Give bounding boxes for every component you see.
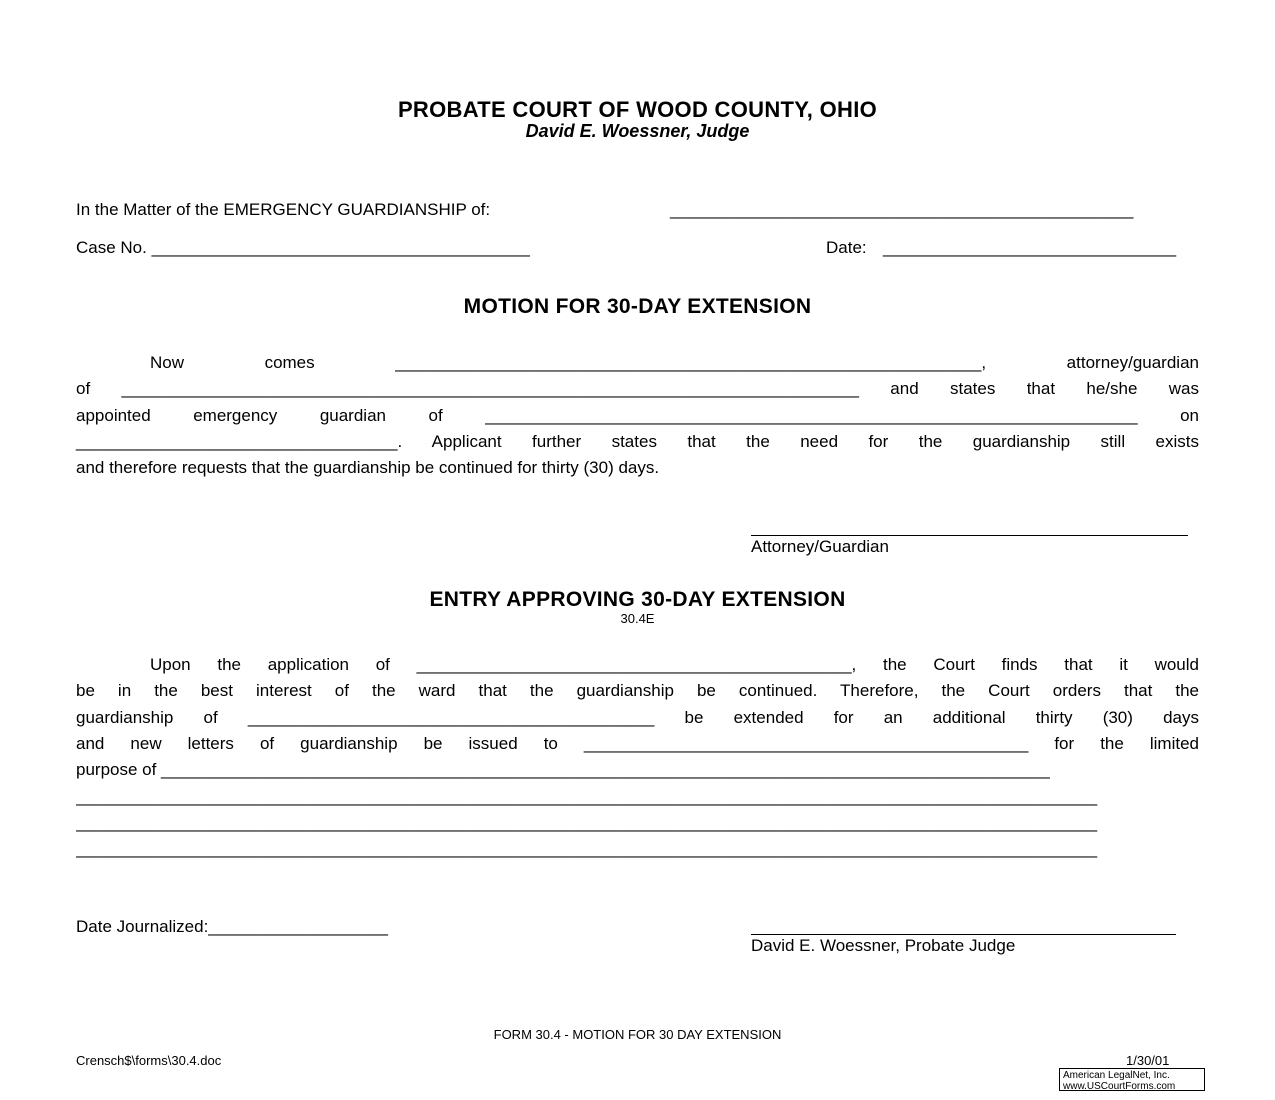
publisher-url: www.USCourtForms.com [1063,1081,1176,1092]
judge-signature-label: David E. Woessner, Probate Judge [751,936,1016,955]
motion-line: appointed emergency guardian of _____________________________________________________________________ on [76,405,1199,425]
motion-line: __________________________________. Applicant further states that the need for the guardianship still exists [76,431,1199,451]
entry-paragraph [76,652,1199,783]
revision-date: 1/30/01 [1126,1053,1170,1068]
purpose-extra-line: ____________________________________________________________________________________________________________ [76,787,1098,806]
matter-blank: _________________________________________________ [670,200,1134,219]
form-title-footer: FORM 30.4 - MOTION FOR 30 DAY EXTENSION [493,1027,782,1042]
date-blank: _______________________________ [883,238,1177,257]
motion-line: of ______________________________________________________________________________ and states that he/she was [76,379,1199,399]
file-path: Crensch$\forms\30.4.doc [76,1053,222,1068]
date-journalized: Date Journalized:___________________ [76,917,388,936]
matter-label: In the Matter of the EMERGENCY GUARDIANSHIP of: [76,200,491,219]
publisher-badge [1059,1068,1205,1091]
entry-line: guardianship of ___________________________________________ be extended for an additional thirty (30) days [76,707,1199,727]
court-title: PROBATE COURT OF WOOD COUNTY, OHIO [397,97,878,122]
judge-signature-line [751,934,1176,935]
entry-line: and new letters of guardianship be issued to _______________________________________________ for the limited [76,733,1199,753]
motion-line: Now comes ______________________________________________________________, attorney/guardian [150,353,1199,372]
purpose-extra-line: ____________________________________________________________________________________________________________ [76,839,1098,858]
attorney-signature-label: Attorney/Guardian [751,537,889,556]
motion-line: and therefore requests that the guardianship be continued for thirty (30) days. [76,458,660,478]
attorney-signature-line [751,535,1188,536]
entry-code: 30.4E [620,611,655,626]
motion-title: MOTION FOR 30-DAY EXTENSION [463,295,812,318]
entry-line: be in the best interest of the ward that the guardianship be continued. Therefore, the Court orders that the [76,681,1199,701]
publisher-name: American LegalNet, Inc. [1063,1070,1170,1081]
entry-line: Upon the application of ______________________________________________, the Court finds that it would [150,655,1199,674]
judge-name: David E. Woessner, Judge [525,121,750,141]
entry-title: ENTRY APPROVING 30-DAY EXTENSION [429,588,846,611]
motion-paragraph [76,350,1199,481]
purpose-extra-line: ____________________________________________________________________________________________________________ [76,813,1098,832]
case-number-field: Case No. ________________________________________ [76,238,530,257]
date-label: Date: [826,238,867,257]
entry-line: purpose of ______________________________________________________________________________________________ [76,760,1050,780]
